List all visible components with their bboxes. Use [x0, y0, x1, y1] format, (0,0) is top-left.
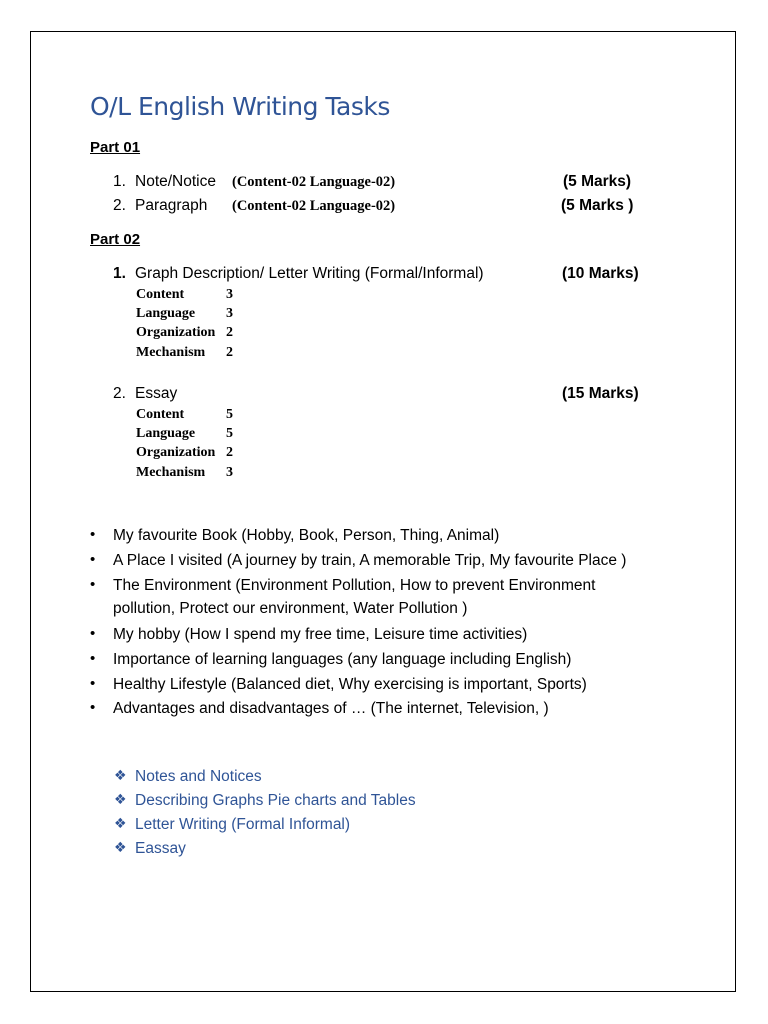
criterion-row: Language 3 [136, 306, 233, 321]
bullet-icon: • [90, 526, 96, 543]
bullet-icon: • [90, 675, 96, 692]
part-02-heading: Part 02 [90, 231, 141, 248]
bullet-icon: • [90, 551, 96, 568]
bullet-icon: • [90, 576, 96, 593]
task-marks: (15 Marks) [562, 385, 639, 402]
task-label: Note/Notice [135, 173, 216, 190]
diamond-bullet-icon: ❖ [114, 840, 127, 856]
bullet-icon: • [90, 625, 96, 642]
task-marks: (10 Marks) [562, 265, 639, 282]
criterion-row: Mechanism 3 [136, 465, 233, 480]
diamond-bullet-icon: ❖ [114, 768, 127, 784]
diamond-bullet-icon: ❖ [114, 816, 127, 832]
criterion-row: Content 3 [136, 287, 233, 302]
task-marks: (5 Marks ) [561, 197, 634, 214]
list-number: 2. [113, 197, 126, 214]
document-title: O/L English Writing Tasks [90, 92, 390, 121]
task-detail: (Content-02 Language-02) [232, 198, 396, 214]
task-label: Graph Description/ Letter Writing (Formal/Informal) [135, 265, 484, 282]
diamond-bullet-icon: ❖ [114, 792, 127, 808]
task-label: Paragraph [135, 197, 208, 214]
criterion-row: Language 5 [136, 426, 233, 441]
bullet-icon: • [90, 699, 96, 716]
task-detail: (Content-02 Language-02) [232, 174, 396, 190]
part-01-heading: Part 01 [90, 139, 141, 156]
task-marks: (5 Marks) [563, 173, 632, 190]
bullet-icon: • [90, 650, 96, 667]
list-number: 1. [113, 173, 126, 190]
list-number: 1. [113, 265, 126, 282]
criterion-row: Organization 2 [136, 445, 233, 460]
list-number: 2. [113, 385, 126, 402]
criterion-row: Mechanism 2 [136, 345, 233, 360]
criterion-row: Organization 2 [136, 325, 233, 340]
criterion-row: Content 5 [136, 407, 233, 422]
task-label: Essay [135, 385, 178, 402]
